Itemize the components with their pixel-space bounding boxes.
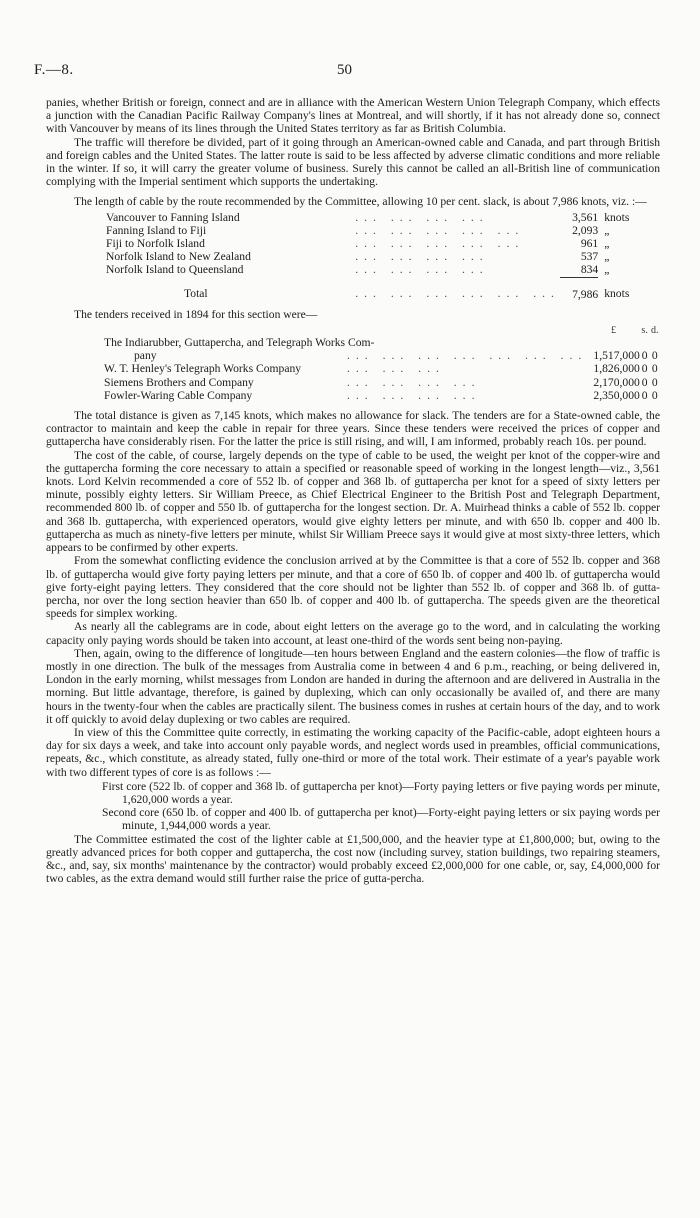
tender-shillings: 0 (641, 388, 648, 402)
tender-table (46, 326, 660, 402)
route-name: Fanning Island to Fiji (106, 223, 207, 237)
table-row (46, 376, 660, 389)
tender-shillings: 0 (641, 375, 648, 389)
pence-header: d. (650, 325, 659, 337)
tender-pence: 0 (651, 362, 658, 376)
total-row (46, 277, 660, 301)
tender-name: W. T. Henley's Telegraph Works Company (104, 362, 302, 376)
paragraph-6: The cost of the cable, of course, largely depends on the type of cable to be used, the weight per knot of the copper-wire and the guttapercha forming the core necessary to attain a specified or reasonable speed of working in the longest length—viz., 3,561 knots. Lord Kelvin recommended a core of 552 lb. of copper and 368 lb. of guttapercha per knot for a speed of sixty letters per minute, possibly eighty letters. Sir William Preece, as Chief Electrical Engineer to the British Post and Telegraph Department, recommended 800 lb. of copper and 550 lb. of guttapercha for the longest section. Dr. A. Muirhead thinks a cable of 552 lb. copper and 368 lb. guttapercha, with experienced operators, would give eighty letters per minute, and with 650 lb. copper and 400 lb. guttapercha as much as ninety-five letters per minute, whilst Sir William Preece says it would give at most sixty-three letters, which appears to be confirmed by other experts. (46, 448, 660, 555)
tender-pence: 0 (651, 349, 658, 363)
route-unit: „ (604, 223, 610, 237)
route-name: Fiji to Norfolk Island (106, 237, 205, 251)
total-unit: knots (604, 287, 630, 301)
tender-pence: 0 (651, 388, 658, 402)
leader-dots: ... ... ... ... (346, 375, 481, 389)
route-unit: „ (604, 237, 610, 251)
core-estimate-first: First core (522 lb. of copper and 368 lb. of guttapercha per knot)—Forty paying letters or five paying words per minute, 1,620,000 words a year. (102, 779, 660, 806)
table-row (46, 389, 660, 402)
tender-name: Fowler-Waring Cable Company (104, 388, 253, 402)
tender-pence: 0 (651, 375, 658, 389)
paragraph-1: panies, whether British or foreign, connect and are in alliance with the American Western Union Telegraph Company, which effects a junction with the Canadian Pacific Railway Company's lines at Montreal, and will shortly, if it has not already done so, connect with Vancouver by means of its lines through the United States territory as far as British Columbia. (46, 96, 660, 136)
paragraph-10: In view of this the Committee quite correctly, in estimating the working capacity of the Pacific-cable, adopt eighteen hours a day for six days a week, and take into account only payable words, and neglect words used in preambles, official communications, repeats, &c., which constitute, as already stated, fully one-third or more of the total work. Their estimate of a year's payable work with two different types of core is as follows :— (46, 725, 660, 779)
table-row (46, 336, 660, 349)
route-length: 961 (580, 237, 599, 251)
tender-shillings: 0 (641, 349, 648, 363)
leader-dots: ... ... ... ... (355, 210, 489, 224)
route-length: 834 (580, 263, 599, 277)
paragraph-7: From the somewhat conflicting evidence the conclusion arrived at by the Committee is that a core of 552 lb. copper and 368 lb. of guttapercha would give forty paying letters per minute, and that a core of 650 lb. of copper and 400 lb. of guttapercha would give forty-eight paying letters. They considered that the core should not be lighter than 552 lb. of copper and 368 lb. of gutta-percha, nor over the long section heavier than 650 lb. of copper and 400 lb. of guttapercha. The speeds given are the theoretical speeds for simplex working. (46, 554, 660, 621)
leader-dots: ... ... ... ... ... (355, 223, 525, 237)
table-row (46, 362, 660, 375)
tender-name: The Indiarubber, Guttapercha, and Telegraph Works Com- (104, 336, 375, 350)
route-length: 2,093 (572, 223, 599, 237)
table-row (46, 211, 660, 224)
route-length: 537 (580, 250, 599, 264)
tender-shillings: 0 (641, 362, 648, 376)
route-name: Vancouver to Fanning Island (106, 210, 240, 224)
leader-dots: ... ... ... ... ... ... ... (346, 349, 588, 363)
paragraph-5: The total distance is given as 7,145 knots, which makes no allowance for slack. The tenders are for a State-owned cable, the contractor to maintain and keep the cable in repair for three years. Since these tenders were received the prices of copper and guttapercha have considerably risen. For the latter the price is still rising, and will, I am informed, probably reach 10s. per pound. (46, 409, 660, 449)
shillings-header: s. (641, 325, 648, 337)
route-unit: „ (604, 250, 610, 264)
table-row (46, 263, 660, 277)
tender-pounds: 2,350,000 (593, 388, 640, 402)
table-row (46, 224, 660, 237)
table-row (46, 237, 660, 250)
table-row (46, 349, 660, 362)
route-unit: knots (604, 210, 630, 224)
table-row (46, 250, 660, 263)
total-length: 7,986 (560, 277, 598, 301)
route-name: Norfolk Island to Queensland (106, 263, 244, 277)
tender-name: pany (134, 349, 157, 363)
leader-dots: ... ... ... ... ... ... (355, 287, 560, 301)
route-length: 3,561 (572, 210, 599, 224)
route-length-table (46, 211, 660, 301)
core-estimate-second: Second core (650 lb. of copper and 400 lb. of guttapercha per knot)—Forty-eight paying letters or six paying words per minute, 1,944,000 words a year. (102, 806, 660, 833)
document-reference: F.—8. (34, 62, 74, 78)
tender-pounds: 2,170,000 (593, 375, 640, 389)
pounds-header: £ (611, 325, 617, 337)
tender-pounds: 1,826,000 (593, 362, 640, 376)
paragraph-4: The tenders received in 1894 for this section were— (74, 307, 318, 321)
leader-dots: ... ... ... ... ... (355, 237, 525, 251)
route-unit: „ (604, 263, 610, 277)
paragraph-11: The Committee estimated the cost of the lighter cable at £1,500,000, and the heavier type at £1,800,000; but, owing to the greatly advanced prices for both copper and guttapercha, the cost now (including survey, station buildings, two repairing steamers, &c., and, say, six months' maintenance by the contractor) would probably exceed £2,000,000 for one cable, or, say, £4,000,000 for two cables, as the extra demand would still further raise the price of gutta-percha. (46, 832, 660, 886)
leader-dots: ... ... ... (346, 362, 445, 376)
document-body (46, 96, 660, 885)
paragraph-2: The traffic will therefore be divided, part of it going through an American-owned cable and Canada, and part through British and foreign cables and the United States. The latter route is said to be less affected by adverse climatic conditions and more reliable in the winter. If so, it will carry the greater volume of business. Surely this cannot be called an all-British line of communication complying with the Imperial sentiment which supports the undertaking. (46, 135, 660, 189)
tender-header-row (46, 326, 660, 336)
route-name: Norfolk Island to New Zealand (106, 250, 251, 264)
paragraph-8: As nearly all the cablegrams are in code, about eight letters on the average go to the word, and in calculating the working capacity only paying words should be taken into account, at least one-third of the words sent being non-paying. (46, 620, 660, 647)
tender-pounds: 1,517,000 (593, 349, 640, 363)
core-estimates-list (46, 780, 660, 833)
paragraph-9: Then, again, owing to the difference of longitude—ten hours between England and the eastern colonies—the flow of traffic is mostly in one direction. The bulk of the messages from Australia come in between 4 and 6 p.m., reaching, or being delivered in, London in the early morning, whilst messages from London are handed in during the afternoon and are delivered in Australia in the morning. But little advantage, therefore, is gained by duplexing, which can only occasionally be availed of, and there are many hours in the twenty-four when the cables are practically silent. The business comes in rushes at certain hours of the day, and to work it off quickly to avoid delay duplexing or two cables are required. (46, 646, 660, 726)
leader-dots: ... ... ... ... (355, 250, 489, 264)
total-label: Total (184, 287, 208, 301)
leader-dots: ... ... ... ... (355, 263, 489, 277)
tender-name: Siemens Brothers and Company (104, 375, 254, 389)
page-number: 50 (337, 62, 352, 78)
paragraph-3: The length of cable by the route recommended by the Committee, allowing 10 per cent. slack, is about 7,986 knots, viz. :— (74, 195, 647, 209)
leader-dots: ... ... ... ... (346, 388, 481, 402)
